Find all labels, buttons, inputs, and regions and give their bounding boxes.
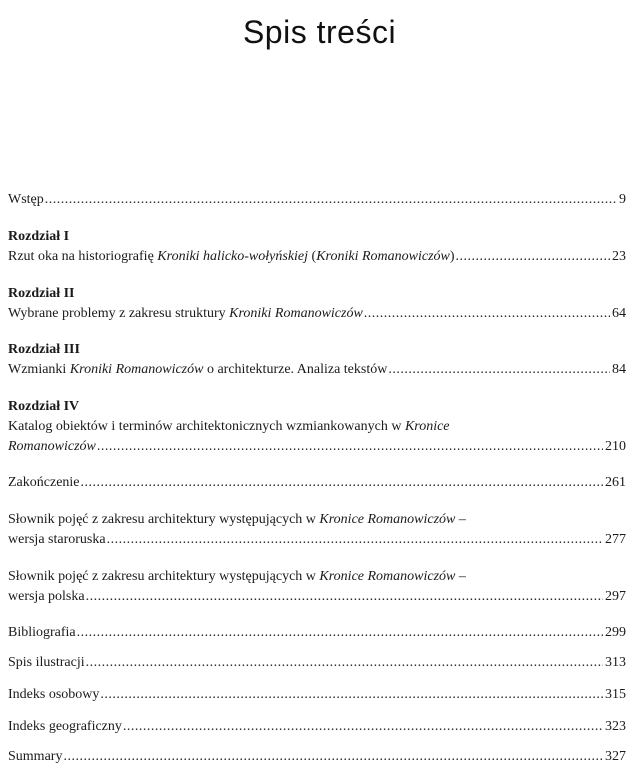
toc-entry-label: wersja staroruska <box>8 532 106 547</box>
toc-page-number: 299 <box>605 625 626 640</box>
toc-entry-indeks-geograficzny[interactable] <box>8 718 626 736</box>
toc-entry-label: Indeks geograficzny <box>8 719 122 734</box>
toc-entry-label: Rzut oka na historiografię Kroniki halicko-wołyńskiej (Kroniki Romanowiczów) <box>8 249 455 264</box>
toc-entry-wstep[interactable] <box>8 191 626 209</box>
toc-entry-rozdzial-1[interactable] <box>8 248 626 266</box>
chapter-heading-3: Rozdział III <box>8 342 80 357</box>
toc-page-number: 9 <box>619 192 626 207</box>
toc-entry-label: Indeks osobowy <box>8 687 100 702</box>
chapter-heading-4: Rozdział IV <box>8 399 80 414</box>
toc-entry-indeks-osobowy[interactable] <box>8 686 626 704</box>
toc-page-number: 84 <box>612 362 626 377</box>
toc-entry-spis-ilustracji[interactable] <box>8 654 626 672</box>
toc-entry-slownik-staroruska[interactable] <box>8 531 626 549</box>
toc-page-number: 297 <box>605 589 626 604</box>
chapter-heading-1: Rozdział I <box>8 229 70 244</box>
chapter-heading-2: Rozdział II <box>8 286 75 301</box>
toc-entry-label: Wybrane problemy z zakresu struktury Kroniki Romanowiczów <box>8 306 363 321</box>
toc-entry-label: wersja polska <box>8 589 85 604</box>
leader-dots <box>45 191 617 209</box>
toc-entry-label: Zakończenie <box>8 475 80 490</box>
toc-entry-rozdzial-4[interactable] <box>8 438 626 456</box>
toc-entry-summary[interactable] <box>8 748 626 766</box>
toc-entry-zakonczenie[interactable] <box>8 474 626 492</box>
leader-dots <box>100 686 603 704</box>
leader-dots <box>456 248 610 266</box>
leader-dots <box>364 305 610 323</box>
toc-page-number: 23 <box>612 249 626 264</box>
toc-entry-slownik-polska[interactable] <box>8 588 626 606</box>
toc-entry-label: Wzmianki Kroniki Romanowiczów o architekturze. Analiza tekstów <box>8 362 388 377</box>
toc-entry-label: Bibliografia <box>8 625 76 640</box>
toc-entry-rozdzial-2[interactable] <box>8 305 626 323</box>
toc-page-number: 210 <box>605 439 626 454</box>
toc-page-number: 277 <box>605 532 626 547</box>
toc-entry-rozdzial-4-line1[interactable]: Katalog obiektów i terminów architektonicznych wzmiankowanych w Kronice <box>8 419 450 434</box>
leader-dots <box>86 654 603 672</box>
toc-page-number: 261 <box>605 475 626 490</box>
toc-entry-label: Romanowiczów <box>8 439 96 454</box>
toc-page-number: 323 <box>605 719 626 734</box>
toc-entry-label: Spis ilustracji <box>8 655 85 670</box>
toc-entry-slownik-staroruska-line1[interactable]: Słownik pojęć z zakresu architektury występujących w Kronice Romanowiczów – <box>8 512 466 527</box>
toc-page-number: 313 <box>605 655 626 670</box>
toc-entry-bibliografia[interactable] <box>8 624 626 642</box>
leader-dots <box>388 361 610 379</box>
toc-entry-rozdzial-3[interactable] <box>8 361 626 379</box>
toc-entry-label: Summary <box>8 749 63 764</box>
leader-dots <box>107 531 603 549</box>
toc-entry-slownik-polska-line1[interactable]: Słownik pojęć z zakresu architektury występujących w Kronice Romanowiczów – <box>8 569 466 584</box>
toc-entry-label: Wstęp <box>8 192 44 207</box>
leader-dots <box>77 624 603 642</box>
toc-page-number: 327 <box>605 749 626 764</box>
leader-dots <box>81 474 603 492</box>
page-title: Spis treści <box>242 14 397 50</box>
leader-dots <box>63 748 603 766</box>
leader-dots <box>97 438 603 456</box>
leader-dots <box>86 588 603 606</box>
toc-page-number: 64 <box>612 306 626 321</box>
toc-page-number: 315 <box>605 687 626 702</box>
leader-dots <box>123 718 603 736</box>
